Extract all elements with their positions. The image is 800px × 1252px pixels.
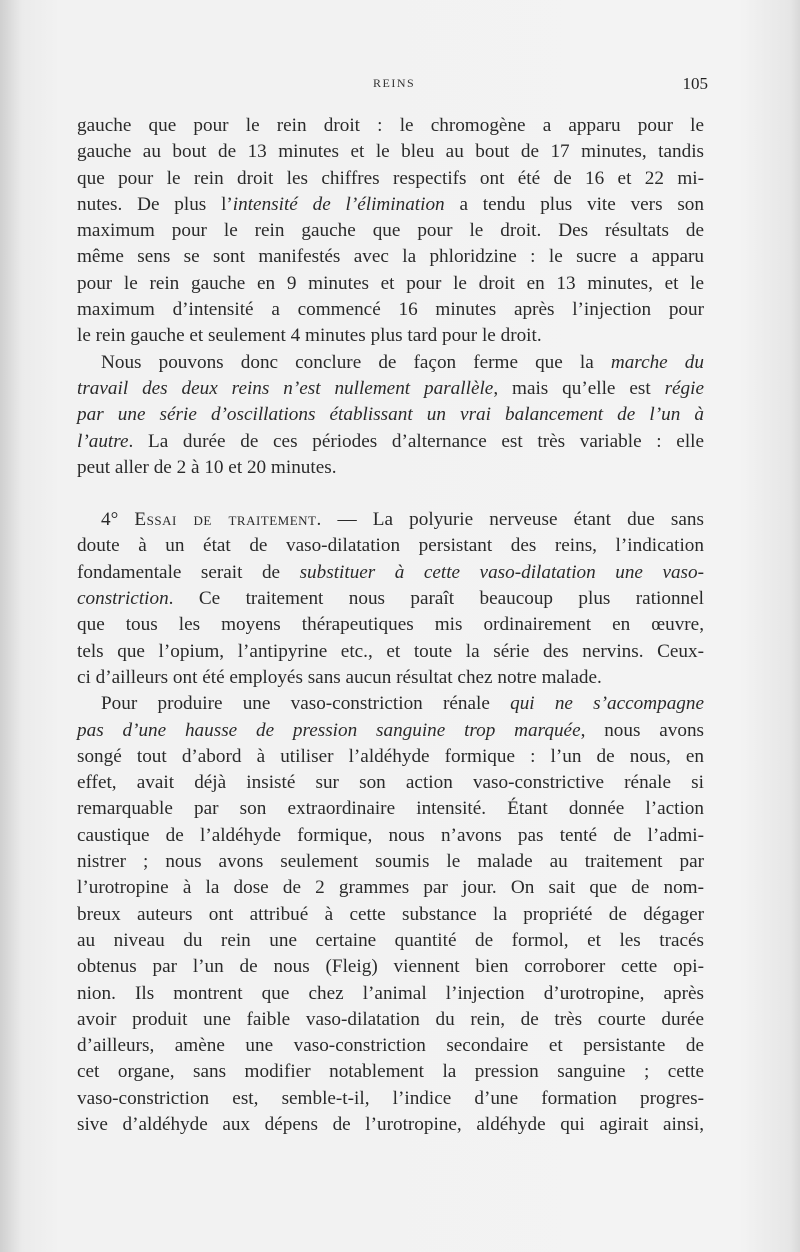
page-header bbox=[78, 74, 708, 98]
italic-phrase: constriction bbox=[77, 588, 169, 610]
text-line: ci d’ailleurs ont été employés sans aucun résultat chez notre malade. bbox=[77, 666, 602, 688]
text-line: Pour produire une vaso-constriction rénale qui ne s’accompagne bbox=[101, 693, 704, 715]
text-line: pas d’une hausse de pression sanguine trop marquée, nous avons bbox=[77, 719, 705, 741]
italic-phrase: qui ne s’accompagne bbox=[510, 693, 704, 715]
text-line: vaso-constriction est, semble-t-il, l’indice d’une formation progres- bbox=[77, 1087, 704, 1109]
text-line: nion. Ils montrent que chez l’animal l’injection d’urotropine, après bbox=[77, 982, 704, 1004]
italic-phrase: pas d’une hausse de pression sanguine trop marquée bbox=[77, 719, 581, 741]
text-line: travail des deux reins n’est nullement parallèle, mais qu’elle est régie bbox=[77, 377, 705, 399]
body-text bbox=[77, 113, 704, 1138]
text-line: l’autre. La durée de ces périodes d’alternance est très variable : elle bbox=[77, 430, 704, 452]
text-line: remarquable par son extraordinaire intensité. Étant donnée l’action bbox=[77, 798, 704, 820]
text-line: l’urotropine à la dose de 2 grammes par jour. On sait que de nom- bbox=[77, 877, 704, 899]
text-line: nistrer ; nous avons seulement soumis le malade au traitement par bbox=[77, 851, 704, 873]
text-line: breux auteurs ont attribué à cette substance la propriété de dégager bbox=[77, 903, 704, 925]
text-line: avoir produit une faible vaso-dilatation du rein, de très courte durée bbox=[77, 1008, 704, 1030]
italic-phrase: substituer à cette vaso-dilatation une vaso- bbox=[299, 561, 705, 583]
section-heading: Essai de traitement bbox=[134, 509, 317, 531]
text-line bbox=[77, 402, 704, 428]
text-line: pour le rein gauche en 9 minutes et pour le droit en 13 minutes, et le bbox=[77, 272, 704, 294]
italic-phrase: l’autre bbox=[77, 430, 129, 452]
text-line: tels que l’opium, l’antipyrine etc., et toute la série des nervins. Ceux- bbox=[77, 640, 704, 662]
text-line: que tous les moyens thérapeutiques mis ordinairement en œuvre, bbox=[77, 614, 704, 636]
text-line: d’ailleurs, amène une vaso-constriction secondaire et persistante de bbox=[77, 1035, 704, 1057]
italic-phrase: travail des deux reins n’est nullement parallèle bbox=[77, 377, 494, 399]
text-line: constriction. Ce traitement nous paraît beaucoup plus rationnel bbox=[77, 588, 704, 610]
text-line: peut aller de 2 à 10 et 20 minutes. bbox=[77, 456, 337, 478]
text-line: Nous pouvons donc conclure de façon ferme que la marche du bbox=[101, 351, 704, 373]
text-line: maximum d’intensité a commencé 16 minutes après l’injection pour bbox=[77, 299, 704, 321]
text-line: nutes. De plus l’intensité de l’élimination a tendu plus vite vers son bbox=[77, 193, 704, 215]
text-line: gauche que pour le rein droit : le chromogène a apparu pour le bbox=[77, 115, 704, 136]
text-line: doute à un état de vaso-dilatation persistant des reins, l’indication bbox=[77, 535, 704, 557]
text-line: effet, avait déjà insisté sur son action vaso-constrictive rénale si bbox=[77, 772, 704, 794]
text-line: fondamentale serait de substituer à cette vaso-dilatation une vaso- bbox=[77, 561, 705, 583]
running-title: REINS bbox=[373, 76, 416, 90]
italic-phrase: régie bbox=[664, 377, 705, 399]
page-number: 105 bbox=[682, 74, 708, 93]
italic-phrase: intensité de l’élimination bbox=[232, 193, 445, 215]
text-line: maximum pour le rein gauche que pour le droit. Des résultats de bbox=[77, 220, 704, 242]
section-heading-line: 4° Essai de traitement. — La polyurie nerveuse étant due sans bbox=[101, 509, 704, 531]
text-line: songé tout d’abord à utiliser l’aldéhyde formique : l’un de nous, en bbox=[77, 745, 704, 767]
text-line: le rein gauche et seulement 4 minutes plus tard pour le droit. bbox=[77, 325, 542, 347]
text-line: sive d’aldéhyde aux dépens de l’urotropine, aldéhyde qui agirait ainsi, bbox=[77, 1113, 704, 1135]
italic-phrase: par une série d’oscillations établissant un vrai balancement de l’un à bbox=[77, 404, 704, 426]
text-line: gauche au bout de 13 minutes et le bleu au bout de 17 minutes, tandis bbox=[77, 141, 704, 163]
text-line: que pour le rein droit les chiffres respectifs ont été de 16 et 22 mi- bbox=[77, 167, 704, 189]
text-line: au niveau du rein une certaine quantité de formol, et les tracés bbox=[77, 929, 704, 951]
text-line: caustique de l’aldéhyde formique, nous n’avons pas tenté de l’admi- bbox=[77, 824, 704, 846]
text-line: même sens se sont manifestés avec la phloridzine : le sucre a apparu bbox=[77, 246, 704, 268]
text-line: obtenus par l’un de nous (Fleig) viennent bien corroborer cette opi- bbox=[77, 956, 704, 978]
italic-phrase: marche du bbox=[610, 351, 704, 373]
text-line: cet organe, sans modifier notablement la pression sanguine ; cette bbox=[77, 1061, 704, 1083]
